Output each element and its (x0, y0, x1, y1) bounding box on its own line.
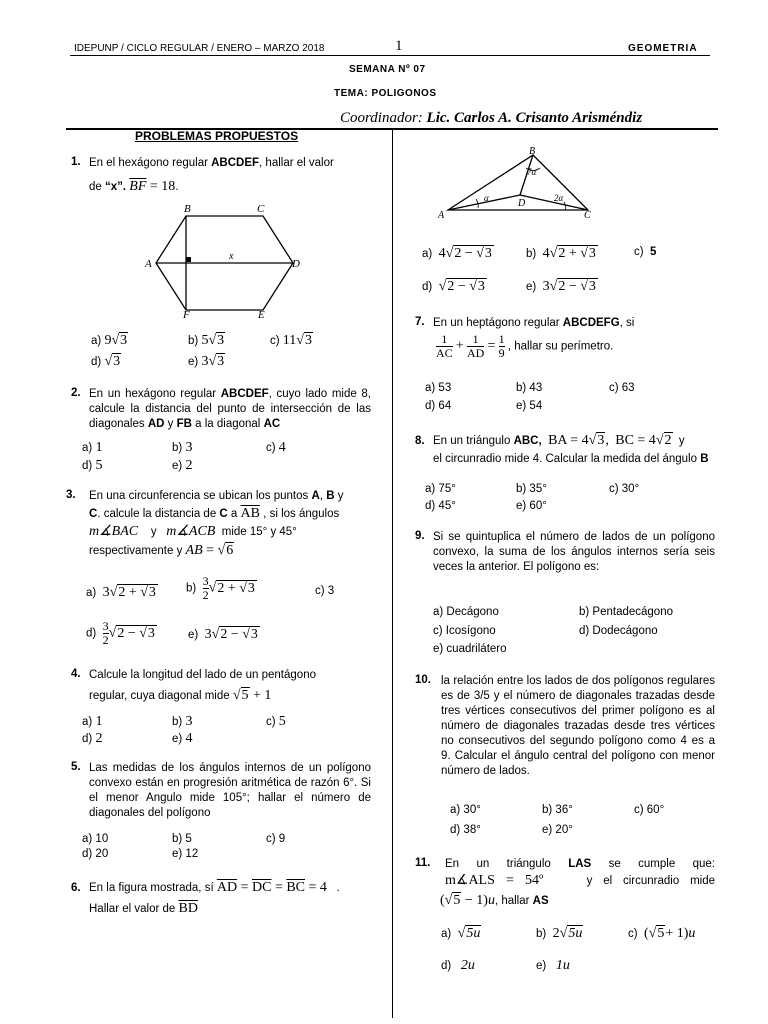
p3-opt-c: c) 3 (315, 585, 335, 597)
p1-statement-2: de “x”. $\overline{BF} = 18$. (89, 179, 179, 194)
p9-opt-b: b) Pentadecágono (579, 606, 673, 618)
header-rule (70, 55, 710, 56)
p8-opt-d: d) 45° (425, 500, 456, 512)
p3-opt-e: e) 3√2 − √3 (188, 627, 258, 642)
coordinator-label: Coordinador: (340, 110, 423, 126)
p4-opt-a: a) 1 (82, 714, 103, 729)
p4-opt-c: c) 5 (266, 714, 286, 729)
p8-opt-c: c) 30° (609, 483, 640, 495)
angle-a: α (484, 193, 489, 203)
p9-opt-e: e) cuadrilátero (433, 643, 507, 655)
column-divider (392, 130, 393, 1018)
vertex-c-fig: C (584, 210, 591, 221)
vertex-b-fig: B (529, 146, 536, 157)
p9-opt-d: d) Dodecágono (579, 625, 658, 637)
p11-line1: En un triángulo LAS se cumple que: (445, 858, 715, 870)
coordinator (340, 110, 642, 127)
p11-opt-d: d) 2u (441, 958, 475, 973)
p11-number: 11. (415, 857, 431, 869)
p3-opt-b: b) $\frac{3}{2}$ √2 + √3 (186, 574, 255, 602)
p2-opt-a: a) 1 (82, 440, 103, 455)
angle-2a: 2α (554, 193, 564, 203)
p11-line2: m∡ALS = 54º y el circunradio mide (445, 873, 715, 888)
p3-line4: respectivamente y AB = √6 (89, 543, 234, 558)
right-angle-mark (186, 257, 191, 262)
p10-opt-c: c) 60° (634, 804, 665, 816)
p11-opt-b: b) 2√5u (536, 926, 583, 941)
vertex-f: F (183, 309, 190, 320)
p4-line2: regular, cuya diagonal mide √5 + 1 (89, 688, 272, 703)
p1-opt-d: d) √3 (91, 354, 121, 369)
p1-opt-b: b) 5√3 (188, 333, 225, 348)
p3-line2: C. calcule la distancia de C a $\overline{AB}$ , si los ángulos (89, 506, 340, 521)
p9-number: 9. (415, 530, 425, 542)
p10-opt-d: d) 38° (450, 824, 481, 836)
p2-statement: En un hexágono regular ABCDEF, cuyo lado mide 8, calcule la distancia del punto de intersección de las diagonales AD y FB a la diagonal AC (89, 388, 371, 430)
hexagon-figure (140, 200, 320, 320)
p5-number: 5. (71, 761, 81, 773)
p1-statement: En el hexágono regular ABCDEF, hallar el valor (89, 157, 334, 169)
p4-opt-e: e) 4 (172, 731, 193, 746)
p9-opt-a: a) Decágono (433, 606, 499, 618)
p6-line2: Hallar el valor de $\overline{BD}$ (89, 901, 198, 916)
p4-number: 4. (71, 668, 81, 680)
vertex-b: B (184, 203, 191, 215)
frac-1-ad: $\frac{1}{AD}$ (466, 332, 485, 360)
p11-line3: (√5 − 1)u, hallar AS (440, 893, 549, 908)
topic-label: TEMA: POLIGONOS (334, 88, 437, 99)
vertex-a-fig: A (438, 210, 445, 221)
p1-opt-c: c) 11√3 (270, 333, 312, 348)
header-subject: GEOMETRIA (628, 43, 698, 54)
label-x: x (229, 251, 234, 262)
p7-line1: En un heptágono regular ABCDEFG, si (433, 317, 635, 329)
p10-opt-e: e) 20° (542, 824, 573, 836)
p2-number: 2. (71, 387, 81, 399)
p6-opt-a: a) 4√2 − √3 (422, 246, 492, 261)
p3-opt-a: a) 3√2 + √3 (86, 585, 156, 600)
coordinator-name: Lic. Carlos A. Crisanto Arisméndiz (426, 110, 643, 126)
p2-opt-c: c) 4 (266, 440, 286, 455)
p2-opt-d: d) 5 (82, 458, 103, 473)
p1-number: 1. (71, 156, 81, 168)
vertex-a: A (145, 258, 152, 270)
p6-opt-e: e) 3√2 − √3 (526, 279, 596, 294)
p7-opt-b: b) 43 (516, 382, 543, 394)
p8-line1: En un triángulo ABC, BA = 4√3, BC = 4√2 y (433, 433, 685, 448)
p7-number: 7. (415, 316, 425, 328)
p6-opt-c: c) 5 (634, 246, 657, 258)
vertex-c: C (257, 203, 265, 215)
p10-number: 10. (415, 674, 431, 686)
p4-line1: Calcule la longitud del lado de un pentágono (89, 669, 316, 681)
angle-arc-c (564, 202, 566, 210)
p5-opt-a: a) 10 (82, 833, 109, 845)
p2-opt-e: e) 2 (172, 458, 193, 473)
p6-line1: En la figura mostrada, sí $\overline{AD} = \overline{DC} = \overline{BC} = 4$ . (89, 880, 340, 895)
section-title: PROBLEMAS PROPUESTOS (135, 129, 299, 143)
p6-opt-b: b) 4√2 + √3 (526, 246, 596, 261)
p6-opt-d: d) √2 − √3 (422, 279, 485, 294)
p8-opt-b: b) 35° (516, 483, 547, 495)
p11-opt-a: a) √5u (441, 926, 481, 941)
p6-number: 6. (71, 882, 81, 894)
frac-1-9: $\frac{1}{9}$ (498, 332, 505, 360)
p8-opt-a: a) 75° (425, 483, 456, 495)
p5-opt-b: b) 5 (172, 833, 192, 845)
p7-opt-d: d) 64 (425, 400, 452, 412)
p1-opt-a: a) 9√3 (91, 333, 128, 348)
page-number: 1 (395, 38, 403, 54)
p4-opt-b: b) 3 (172, 714, 193, 729)
p9-opt-c: c) Icosígono (433, 625, 496, 637)
p1-opt-e: e) 3√3 (188, 354, 225, 369)
p3-opt-d: d) $\frac{3}{2}$ √2 − √3 (86, 619, 155, 647)
p3-line3: m∡BAC y m∡ACB mide 15° y 45° (89, 524, 297, 539)
p8-opt-e: e) 60° (516, 500, 547, 512)
p7-opt-e: e) 54 (516, 400, 543, 412)
p5-statement: Las medidas de los ángulos internos de un polígono convexo están en progresión aritmética de razón 6°. Si el menor Angulo mide 105°; hallar el número de diagonales del polígono (89, 762, 371, 819)
vertex-e: E (258, 309, 265, 320)
p4-opt-d: d) 2 (82, 731, 103, 746)
vertex-d: D (292, 258, 300, 270)
p11-opt-e: e) 1u (536, 958, 570, 973)
p5-opt-d: d) 20 (82, 848, 109, 860)
vertex-d-fig: D (518, 198, 526, 209)
p7-opt-a: a) 53 (425, 382, 452, 394)
p3-line1: En una circunferencia se ubican los puntos A, B y (89, 490, 344, 502)
p10-opt-a: a) 30° (450, 804, 481, 816)
p5-opt-c: c) 9 (266, 833, 286, 845)
triangle-figure (436, 143, 606, 223)
p2-opt-b: b) 3 (172, 440, 193, 455)
p7-line2: $\frac{1}{AC}$ + $\frac{1}{AD}$ = $\frac{1}{9}$ , hallar su perímetro. (436, 332, 614, 360)
p8-line2: el circunradio mide 4. Calcular la medida del ángulo B (433, 453, 709, 465)
week-label: SEMANA Nº 07 (349, 64, 426, 75)
p11-opt-c: c) (√5+ 1)u (628, 926, 696, 941)
header-course: IDEPUNP / CICLO REGULAR / ENERO – MARZO 2018 (74, 43, 325, 54)
p7-opt-c: c) 63 (609, 382, 635, 394)
angle-7a: 7α (527, 167, 537, 177)
p10-opt-b: b) 36° (542, 804, 573, 816)
frac-1-ac: $\frac{1}{AC}$ (436, 332, 453, 360)
p9-statement: Si se quintuplica el número de lados de un polígono convexo, la suma de los ángulos internos sería seis veces la anterior. El polígono es: (433, 531, 715, 573)
p3-number: 3. (66, 489, 76, 501)
p5-opt-e: e) 12 (172, 848, 199, 860)
p8-number: 8. (415, 435, 425, 447)
p10-statement: la relación entre los lados de dos polígonos regulares es de 3/5 y el número de diagonales trazadas desde tres vértices consecutivos del primer polígono es al número de diagonales trazadas desde tres vértices no consecutivos del segundo polígono como 4 es a 9. Calcular el ángulo central del polígono con menor número de lados. (441, 675, 715, 777)
